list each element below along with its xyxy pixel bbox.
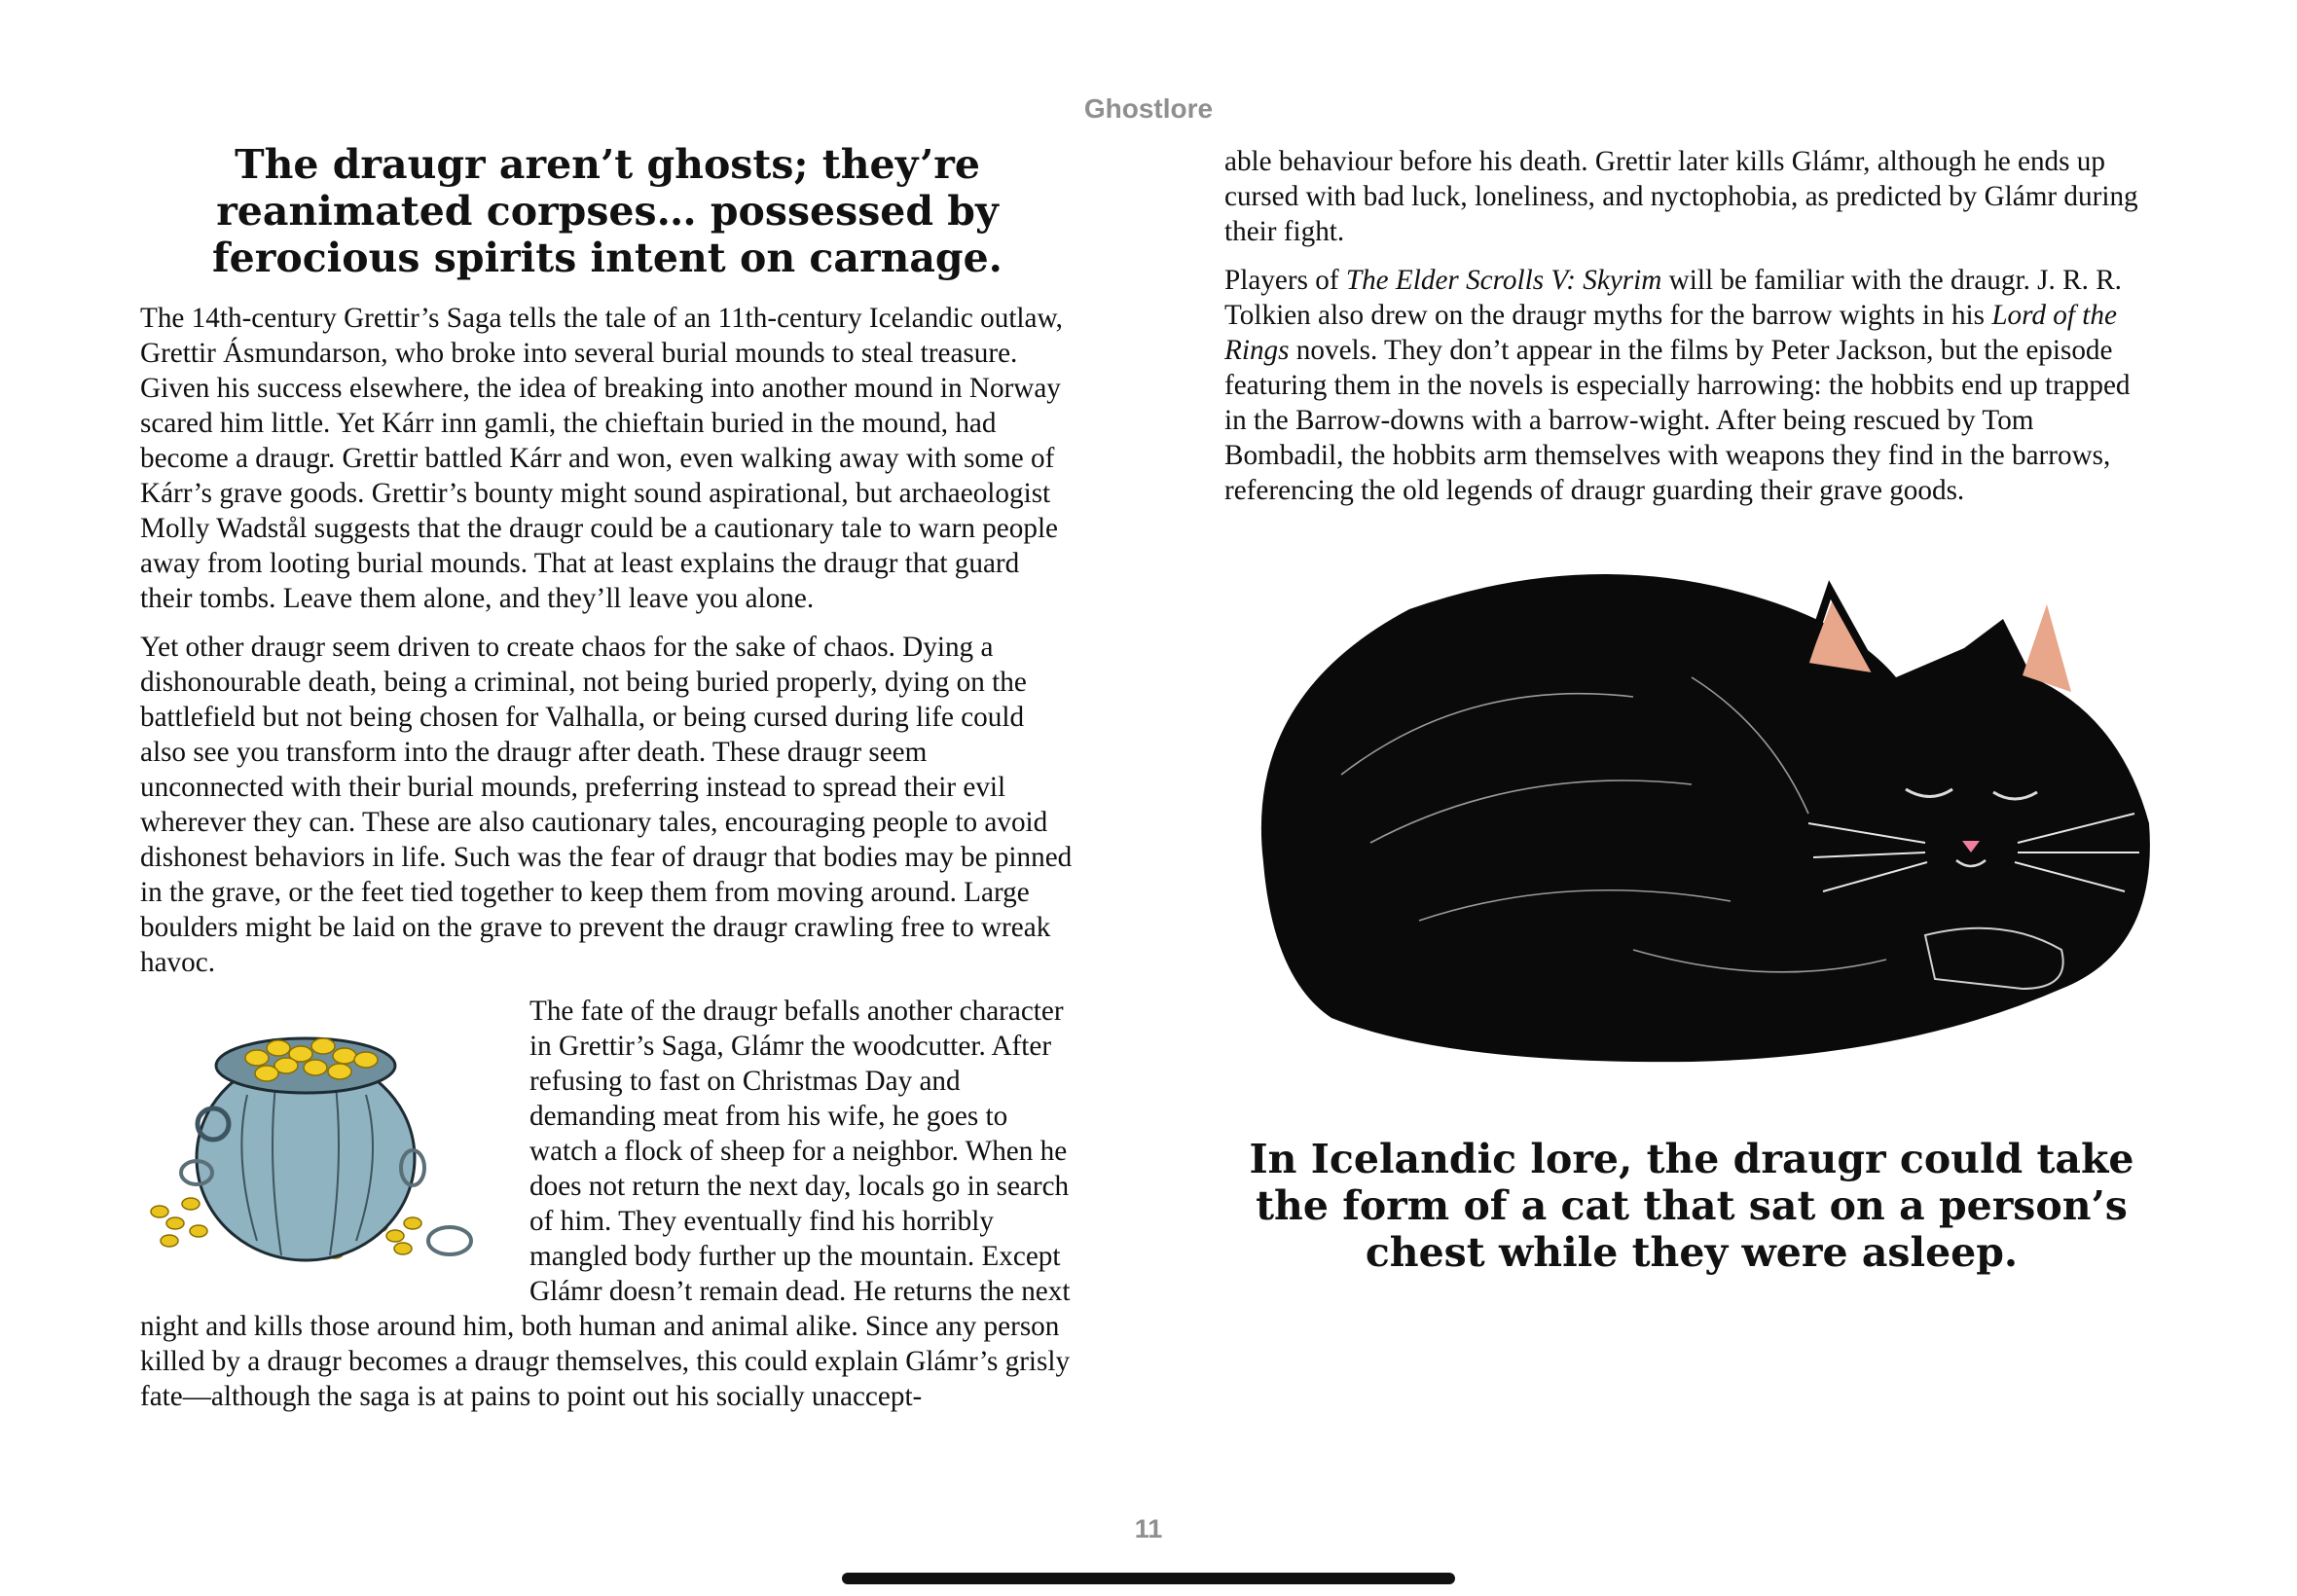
page-number: 11 xyxy=(1134,1514,1163,1543)
right-column xyxy=(1224,144,2159,1295)
text-span: will be familiar with the draugr. J. R. R. Tolkien also drew on the draugr myths for the barrow wights in his xyxy=(1224,265,2122,331)
paragraph-grettir-saga: The 14th-century Grettir’s Saga tells the tale of an 11th-century Icelandic outlaw, Grettir Ásmundarson, who broke into several burial mounds to steal treasure. Given his success elsewhere, the idea of breaking into another mound in Norway scared him little. Yet Kárr inn gamli, the chieftain buried in the mound, had become a draugr. Grettir battled Kárr and won, even walking away with some of Kárr’s grave goods. Grettir’s bounty might sound aspirational, but archaeologist Molly Wadstål suggests that the draugr could be a cautionary tale to warn people away from looting burial mounds. That at least explains the draugr that guard their tombs. Leave them alone, and they’ll leave you alone. xyxy=(140,303,1063,614)
pull-quote-cat: In Icelandic lore, the draugr could take the form of a cat that sat on a person’s chest while they were asleep. xyxy=(1249,1136,2134,1276)
left-column xyxy=(140,141,1075,1428)
text-span: Players of xyxy=(1224,265,1346,296)
gold-pot-illustration xyxy=(140,998,520,1289)
text-span: novels. They don’t appear in the films by Peter Jackson, but the episode featuring them in the novels is especially harrowing: the hobbits end up trapped in the Barrow-downs with a barrow-wight. After being rescued by Tom Bombadil, the hobbits arm themselves with weapons they find in the barrows, referencing the old legends of draugr guarding their grave goods. xyxy=(1224,335,2131,506)
paragraph-chaos-draugr: Yet other draugr seem driven to create chaos for the sake of chaos. Dying a dishonourable death, being a criminal, not being buried properly, dying on the battlefield but not being chosen for Valhalla, or being cursed during life could also see you transform into the draugr after death. These draugr seem unconnected with their burial mounds, preferring instead to spread their evil wherever they can. These are also cautionary tales, encouraging people to avoid dishonest behaviors in life. Such was the fear of draugr that bodies may be pinned in the grave, or the feet tied together to keep them from moving around. Large boulders might be laid on the grave to prevent the draugr crawling free to wreak havoc. xyxy=(140,632,1073,978)
pull-quote-draugr: The draugr aren’t ghosts; they’re reanimated corpses… possessed by ferocious spirits intent on carnage. xyxy=(212,141,1003,281)
paragraph-glamr: The fate of the draugr befalls another character in Grettir’s Saga, Glámr the woodcutter. After refusing to fast on Christmas Day and demanding meat from his wife, he goes to watch a flock of sheep for a neighbor. When he does not return the next day, locals go in search of him. They eventually find his horribly mangled body further up the mountain. Except Glámr doesn’t remain dead. He returns the next night and kills those around him, both human and animal alike. Since any person killed by a draugr becomes a draugr themselves, this could explain Glámr’s grisly fate—although the saga is at pains to point out his socially unaccept- xyxy=(140,996,1071,1412)
game-title: The Elder Scrolls V: Skyrim xyxy=(1345,265,1662,296)
paragraph-glamr-continued: able behaviour before his death. Grettir later kills Glámr, although he ends up cursed with bad luck, loneliness, and nyctophobia, as predicted by Glámr during their fight. xyxy=(1224,146,2138,247)
book-title: Ghostlore xyxy=(1083,93,1214,124)
paragraph-skyrim-tolkien xyxy=(1224,263,2159,508)
book-title-lotr: Lord of the Rings xyxy=(1224,300,2117,366)
sleeping-black-cat-illustration xyxy=(1224,531,2159,1076)
home-indicator[interactable] xyxy=(842,1573,1455,1584)
